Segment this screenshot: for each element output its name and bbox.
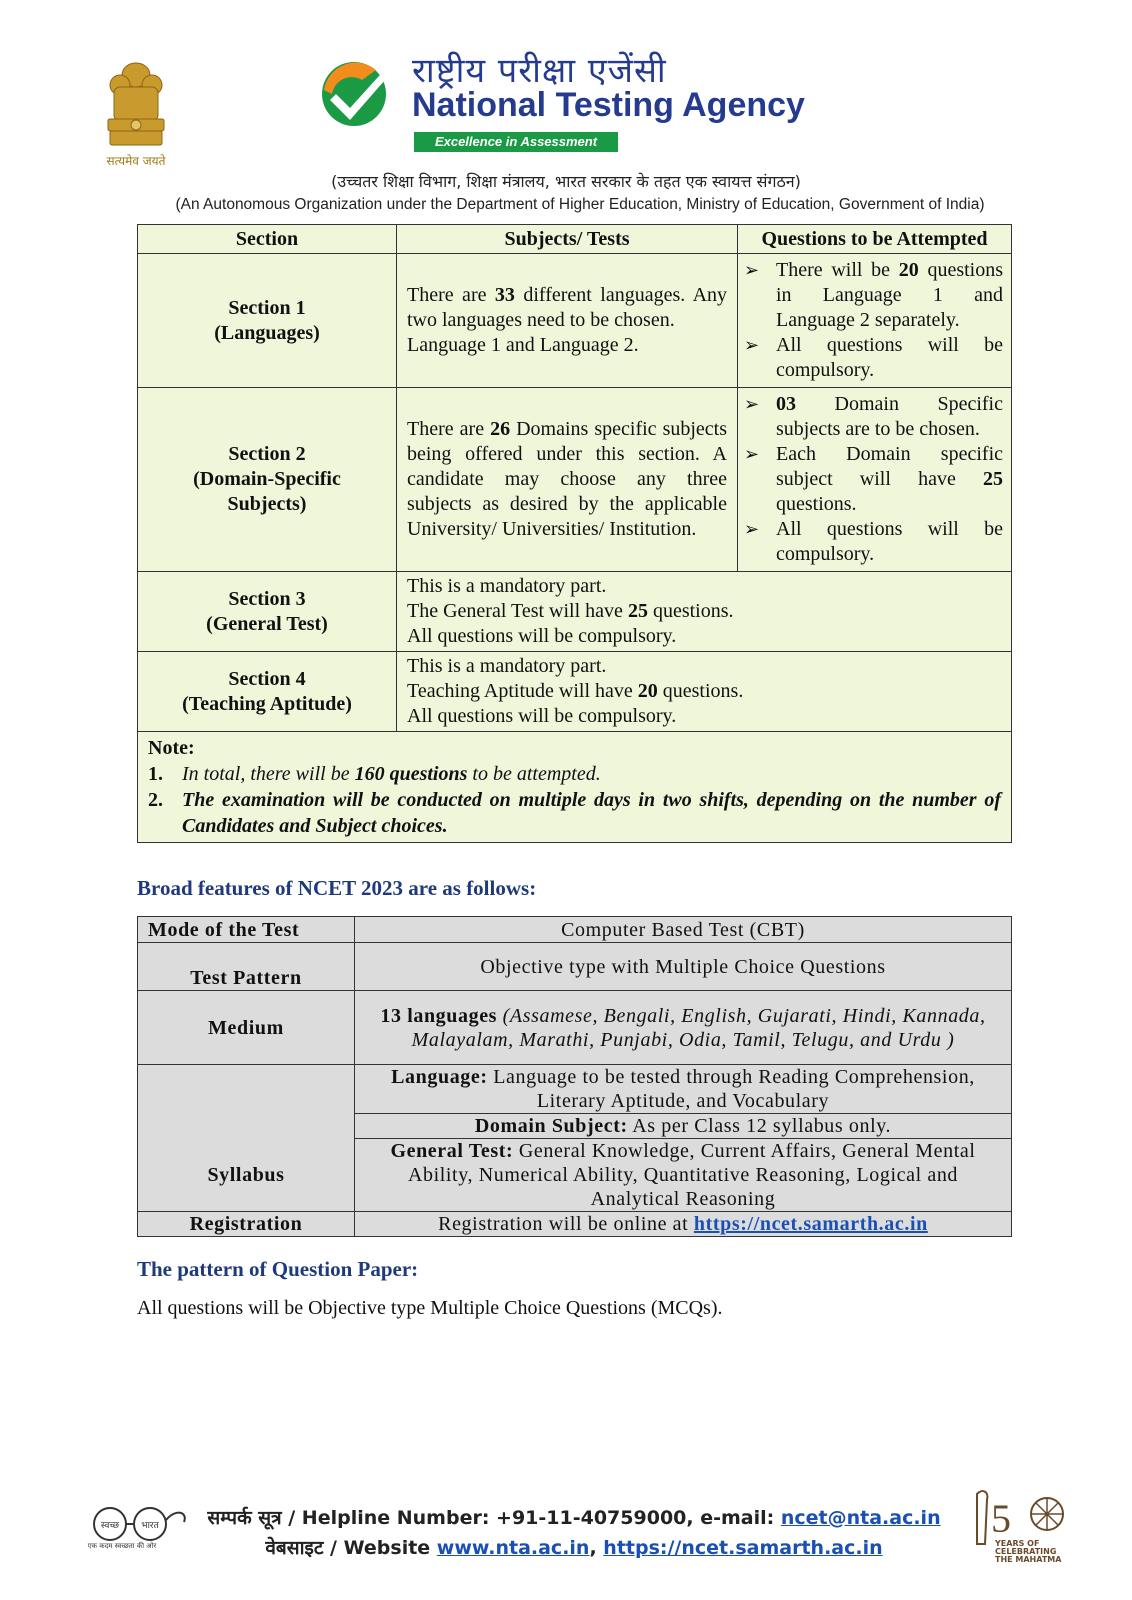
details-text: The General Test will have 25 questions.	[407, 600, 734, 622]
section-name-cell	[138, 388, 397, 572]
gandhi-150-logo-icon	[965, 1484, 1075, 1564]
column-header: Section	[138, 225, 397, 254]
note-row	[138, 732, 1012, 843]
swachh-left-text: स्वच्छ	[100, 1521, 120, 1531]
feature-label: Medium	[138, 991, 355, 1065]
arrow-bullet-icon: ➢	[744, 444, 760, 464]
table-row	[138, 1065, 1012, 1114]
section-name: Section 2	[228, 443, 306, 465]
table-row	[138, 254, 1012, 388]
note-item: 1. In total, there will be 160 questions to be attempted.	[148, 763, 601, 785]
table-row	[138, 991, 1012, 1065]
subjects-text: There are 33 different languages. Any two languages need to be chosen.	[407, 284, 728, 331]
subjects-text: Language 1 and Language 2.	[407, 334, 639, 356]
table-row	[138, 572, 1012, 652]
subjects-cell	[397, 388, 738, 572]
table-row	[138, 388, 1012, 572]
gandhi-celebrating-text: CELEBRATING	[995, 1547, 1057, 1556]
details-cell	[397, 572, 1012, 652]
email-link[interactable]: ncet@nta.ac.in	[780, 1507, 941, 1529]
details-text: All questions will be compulsory.	[407, 705, 677, 727]
features-heading: Broad features of NCET 2023 are as follows:	[137, 876, 537, 900]
details-text: Teaching Aptitude will have 20 questions.	[407, 680, 744, 702]
feature-value: Language: Language to be tested through Reading Comprehension, Literary Aptitude, and Vocabulary	[355, 1065, 1012, 1114]
subjects-cell	[397, 254, 738, 388]
svg-text:5: 5	[991, 1496, 1011, 1541]
nta-name-english: National Testing Agency	[412, 86, 805, 124]
section-name-cell	[138, 652, 397, 732]
feature-label: Syllabus	[138, 1065, 355, 1212]
list-item: ➢ All questions will be compulsory.	[744, 334, 1003, 381]
details-text: This is a mandatory part.	[407, 655, 607, 677]
note-title: Note:	[148, 737, 195, 759]
feature-value: Domain Subject: As per Class 12 syllabus only.	[355, 1114, 1012, 1139]
note-cell	[138, 732, 1012, 843]
emblem-caption: सत्यमेव जयते	[106, 154, 166, 168]
feature-value: Computer Based Test (CBT)	[355, 917, 1012, 943]
details-text: This is a mandatory part.	[407, 575, 607, 597]
feature-value: Registration will be online at https://ncet.samarth.ac.in	[355, 1212, 1012, 1237]
nta-tagline: Excellence in Assessment	[414, 132, 618, 152]
footer-helpline: सम्पर्क सूत्र / Helpline Number: +91-11-40759000, e-mail: ncet@nta.ac.in	[207, 1507, 941, 1529]
feature-value: 13 languages (Assamese, Bengali, English, Gujarati, Hindi, Kannada, Malayalam, Marathi, Punjabi, Odia, Tamil, Telugu, and Urdu )	[355, 991, 1012, 1065]
gandhi-years-text: YEARS OF	[995, 1539, 1040, 1548]
subjects-text: There are 26 Domains specific subjects being offered under this section. A candidate may choose any three subjects as desired by the applicable University/ Universities/ Institution.	[407, 418, 727, 540]
arrow-bullet-icon: ➢	[744, 260, 760, 280]
arrow-bullet-icon: ➢	[744, 394, 760, 414]
column-header: Questions to be Attempted	[738, 225, 1012, 254]
arrow-bullet-icon: ➢	[744, 519, 760, 539]
section-name: Section 1	[228, 296, 306, 319]
list-item: ➢ 03 Domain Specific subjects are to be chosen.	[744, 393, 1003, 440]
list-item: ➢ All questions will be compulsory.	[744, 518, 1003, 565]
questions-cell	[738, 388, 1012, 572]
section-name: Section 3	[228, 587, 306, 610]
feature-value: General Test: General Knowledge, Current Affairs, General Mental Ability, Numerical Ability, Quantitative Reasoning, Logical and Analytical Reasoning	[355, 1139, 1012, 1212]
nta-name-hindi: राष्ट्रीय परीक्षा एजेंसी	[412, 51, 667, 91]
column-header: Subjects/ Tests	[397, 225, 738, 254]
details-text: All questions will be compulsory.	[407, 625, 677, 647]
section-name: Section 4	[228, 667, 306, 690]
section-subtitle: (General Test)	[206, 612, 328, 635]
feature-value: Objective type with Multiple Choice Questions	[355, 943, 1012, 991]
sections-table	[137, 224, 1012, 843]
pattern-heading: The pattern of Question Paper:	[137, 1257, 419, 1281]
section-subtitle: (Teaching Aptitude)	[182, 692, 352, 715]
table-header-row	[138, 225, 1012, 254]
feature-label: Test Pattern	[138, 943, 355, 991]
subtitle-hindi: (उच्चतर शिक्षा विभाग, शिक्षा मंत्रालय, भारत सरकार के तहत एक स्वायत्त संगठन)	[331, 172, 801, 191]
section-subtitle: (Domain-Specific Subjects)	[193, 468, 341, 515]
note-item: 2. The examination will be conducted on multiple days in two shifts, depending on the number of Candidates and Subject choices.	[148, 789, 1001, 837]
list-item: ➢ There will be 20 questions in Language 1 and Language 2 separately.	[744, 259, 1003, 331]
features-table	[137, 916, 1012, 1237]
arrow-bullet-icon: ➢	[744, 335, 760, 355]
section-subtitle: (Languages)	[214, 321, 320, 344]
registration-link[interactable]: https://ncet.samarth.ac.in	[693, 1213, 928, 1235]
nta-logo-check-icon	[318, 58, 394, 128]
table-row	[138, 652, 1012, 732]
feature-label: Mode of the Test	[138, 917, 355, 943]
samarth-link[interactable]: https://ncet.samarth.ac.in	[603, 1537, 883, 1559]
table-row	[138, 917, 1012, 943]
feature-label: Registration	[138, 1212, 355, 1237]
website-link[interactable]: www.nta.ac.in	[436, 1537, 590, 1559]
details-cell	[397, 652, 1012, 732]
questions-cell	[738, 254, 1012, 388]
subtitle-english: (An Autonomous Organization under the Department of Higher Education, Ministry of Education, Government of India)	[175, 196, 985, 213]
section-name-cell	[138, 254, 397, 388]
swachh-right-text: भारत	[141, 1521, 159, 1531]
gandhi-mahatma-text: THE MAHATMA	[995, 1555, 1062, 1564]
swachh-caption: एक कदम स्वच्छता की ओर	[87, 1542, 157, 1550]
section-name-cell	[138, 572, 397, 652]
pattern-text: All questions will be Objective type Multiple Choice Questions (MCQs).	[137, 1297, 723, 1319]
table-row	[138, 943, 1012, 991]
table-row	[138, 1212, 1012, 1237]
list-item: ➢ Each Domain specific subject will have 25 questions.	[744, 443, 1003, 515]
footer-website: वेबसाइट / Website www.nta.ac.in, https://ncet.samarth.ac.in	[265, 1537, 883, 1559]
state-emblem-icon	[100, 55, 172, 167]
